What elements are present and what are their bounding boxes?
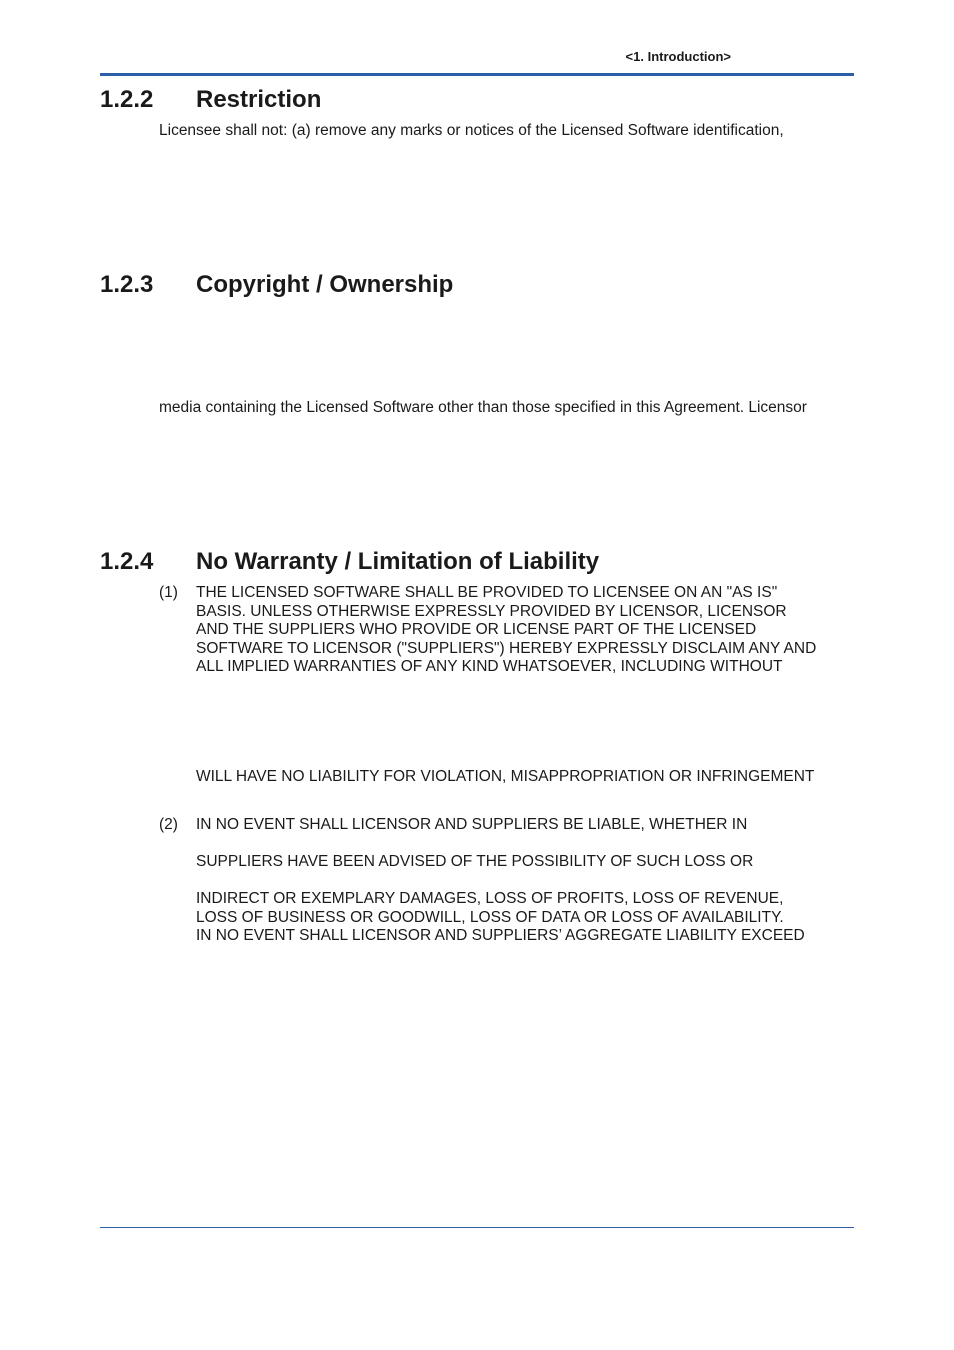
copyright-paragraph: media containing the Licensed Software other than those specified in this Agreement. Licensor (159, 399, 807, 416)
list-item-line: AND THE SUPPLIERS WHO PROVIDE OR LICENSE PART OF THE LICENSED (196, 621, 757, 638)
section-number: 1.2.3 (100, 271, 154, 298)
section-title-restriction: Restriction (196, 86, 322, 113)
footer-rule (100, 1227, 854, 1228)
list-item-line: IN NO EVENT SHALL LICENSOR AND SUPPLIERS BE LIABLE, WHETHER IN (196, 816, 748, 833)
header-rule (100, 73, 854, 76)
list-item-line: INDIRECT OR EXEMPLARY DAMAGES, LOSS OF PROFITS, LOSS OF REVENUE, (196, 890, 784, 907)
running-header: <1. Introduction> (625, 49, 731, 64)
list-item-line: ALL IMPLIED WARRANTIES OF ANY KIND WHATSOEVER, INCLUDING WITHOUT (196, 658, 783, 675)
list-item-line: SUPPLIERS HAVE BEEN ADVISED OF THE POSSIBILITY OF SUCH LOSS OR (196, 853, 754, 870)
section-title-copyright: Copyright / Ownership (196, 271, 454, 298)
list-item-line: SOFTWARE TO LICENSOR ("SUPPLIERS") HEREBY EXPRESSLY DISCLAIM ANY AND (196, 639, 817, 657)
list-item-number: (1) (159, 584, 178, 601)
section-number: 1.2.4 (100, 548, 154, 575)
list-item-line: WILL HAVE NO LIABILITY FOR VIOLATION, MISAPPROPRIATION OR INFRINGEMENT (196, 768, 815, 785)
list-item-number: (2) (159, 816, 178, 833)
restriction-paragraph: Licensee shall not: (a) remove any marks or notices of the Licensed Software identification, (159, 122, 784, 139)
section-number: 1.2.2 (100, 86, 154, 113)
list-item-line: BASIS. UNLESS OTHERWISE EXPRESSLY PROVIDED BY LICENSOR, LICENSOR (196, 602, 787, 620)
section-title-warranty: No Warranty / Limitation of Liability (196, 548, 600, 575)
list-item-line: IN NO EVENT SHALL LICENSOR AND SUPPLIERS’ AGGREGATE LIABILITY EXCEED (196, 927, 805, 944)
list-item-line: THE LICENSED SOFTWARE SHALL BE PROVIDED TO LICENSEE ON AN "AS IS" (196, 584, 778, 601)
list-item-line: LOSS OF BUSINESS OR GOODWILL, LOSS OF DATA OR LOSS OF AVAILABILITY. (196, 908, 784, 926)
